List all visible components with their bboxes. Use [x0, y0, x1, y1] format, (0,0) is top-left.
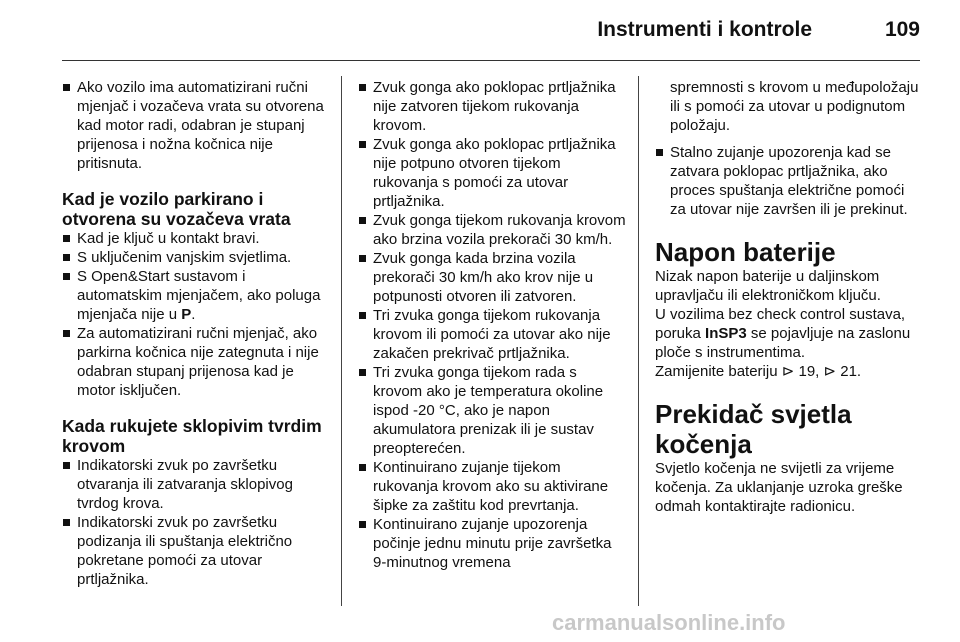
bullet-item — [62, 267, 328, 324]
text-span: Zamijenite bateriju — [655, 363, 782, 380]
text-span: U vozilima bez check control sustava, poruka — [655, 306, 906, 342]
column-divider-1 — [341, 76, 342, 606]
bullet-item: Stalno zujanje upozorenja kad se zatvara poklopac prtljažnika, ako proces spuštanja električne pomoći za utovar nije završen ili je prekinut. — [655, 143, 923, 219]
page-ref-link[interactable]: 19, — [794, 363, 824, 380]
bullet-item: Zvuk gonga ako poklopac prtljažnika nije zatvoren tijekom rukovanja krovom. — [358, 78, 626, 135]
section-heading-battery: Napon baterije — [655, 237, 836, 267]
bullet-item: Ako vozilo ima automatizirani ručni mjenjač i vozačeva vrata su otvorena kad motor radi, odabran je stupanj prijenosa i nožna kočnica nije pritisnuta. — [62, 78, 328, 173]
bullet-text: S Open&Start sustavom i automatskim mjenjačem, ako poluga mjenjača nije u — [77, 268, 321, 323]
column-3 — [655, 78, 923, 516]
bullet-item: Indikatorski zvuk po završetku podizanja ili spuštanja električno pokretane pomoći za utovar prtljažnika. — [62, 513, 328, 589]
continued-text: spremnosti s krovom u međupoložaju ili s pomoći za utovar u podignutom položaju. — [670, 79, 919, 134]
section-heading-parked: Kad je vozilo parkirano i otvorena su vozačeva vrata — [62, 189, 291, 229]
battery-paragraph-3 — [655, 362, 923, 381]
section-heading-brake-light: Prekidač svjetla kočenja — [655, 399, 852, 459]
brake-light-paragraph: Svjetlo kočenja ne svijetli za vrijeme kočenja. Za uklanjanje uzroka greške odmah kontaktirajte radionicu. — [655, 460, 903, 515]
bullet-item: Kad je ključ u kontakt bravi. — [62, 229, 328, 248]
message-code: InSP3 — [705, 325, 747, 342]
column-2 — [358, 78, 626, 572]
battery-paragraph-1: Nizak napon baterije u daljinskom upravljaču ili elektroničkom ključu. — [655, 268, 881, 304]
page-ref-arrow-icon: ⊳ — [781, 363, 795, 380]
bullet-item: Zvuk gonga tijekom rukovanja krovom ako brzina vozila prekorači 30 km/h. — [358, 211, 626, 249]
bullet-item: Kontinuirano zujanje upozorenja počinje jednu minutu prije završetka 9-minutnog vremena — [358, 515, 626, 572]
gear-position-p: P — [181, 306, 192, 323]
bullet-text-end: . — [191, 306, 196, 323]
column-1 — [62, 78, 328, 589]
page-ref-link[interactable]: 21. — [836, 363, 862, 380]
page-header-title: Instrumenti i kontrole — [597, 18, 812, 41]
section-heading-hardtop: Kada rukujete sklopivim tvrdim krovom — [62, 416, 322, 456]
bullet-item: Za automatizirani ručni mjenjač, ako parkirna kočnica nije zategnuta i nije odabran stupanj prijenosa kad je motor isključen. — [62, 324, 328, 400]
page-ref-arrow-icon: ⊳ — [823, 363, 837, 380]
bullet-item: Zvuk gonga ako poklopac prtljažnika nije potpuno otvoren tijekom rukovanja s pomoći za utovar prtljažnika. — [358, 135, 626, 211]
page-number: 109 — [884, 18, 920, 41]
column-divider-2 — [638, 76, 639, 606]
bullet-item: S uključenim vanjskim svjetlima. — [62, 248, 328, 267]
battery-paragraph-2 — [655, 305, 923, 362]
text-span: se pojavljuje na zaslonu ploče s instrumentima. — [655, 325, 911, 361]
header-divider — [62, 60, 920, 61]
watermark: carmanualsonline.info — [552, 610, 786, 635]
bullet-item: Tri zvuka gonga tijekom rada s krovom ako je temperatura okoline ispod -20 °C, ako je napon akumulatora prenizak ili je sustav preopterećen. — [358, 363, 626, 458]
bullet-item: Indikatorski zvuk po završetku otvaranja ili zatvaranja sklopivog tvrdog krova. — [62, 456, 328, 513]
bullet-item: Zvuk gonga kada brzina vozila prekorači 30 km/h ako krov nije u potpunosti otvoren ili zatvoren. — [358, 249, 626, 306]
bullet-item: Tri zvuka gonga tijekom rukovanja krovom ili pomoći za utovar ako nije zakačen prekrivač prtljažnika. — [358, 306, 626, 363]
bullet-item: Kontinuirano zujanje tijekom rukovanja krovom ako su aktivirane šipke za zaštitu kod prevrtanja. — [358, 458, 626, 515]
